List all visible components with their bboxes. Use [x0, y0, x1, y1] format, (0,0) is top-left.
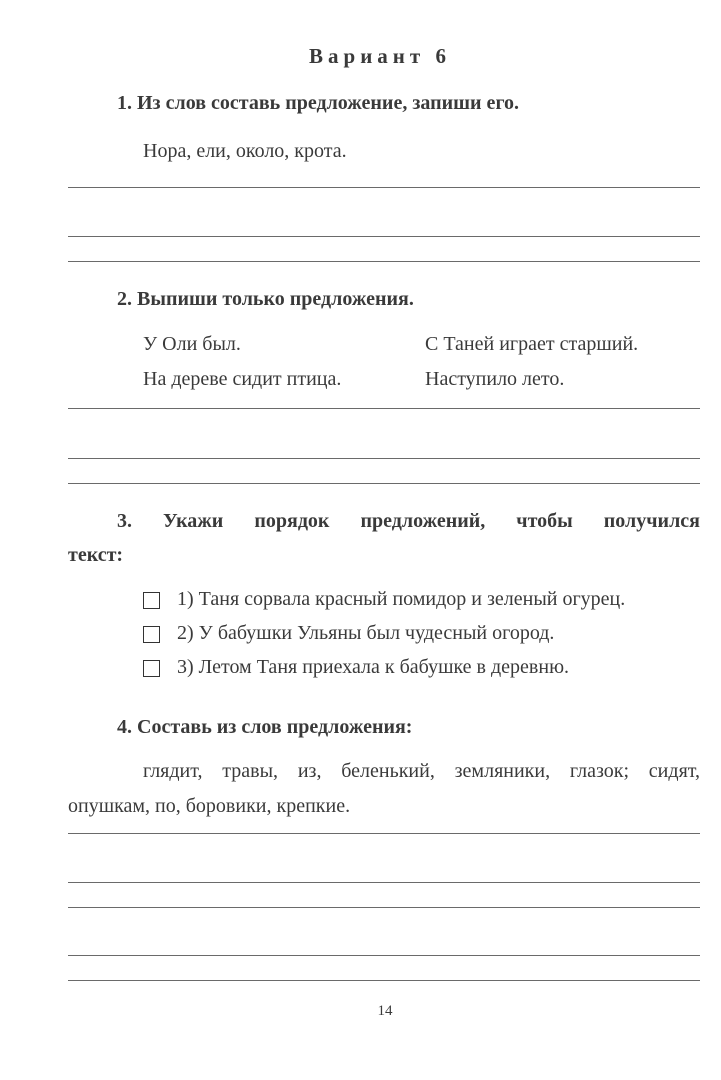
answer-line[interactable] — [68, 980, 700, 981]
task-3-heading: 3. Укажи порядок предложений, чтобы получился — [117, 510, 700, 532]
page-title: Вариант 6 — [309, 44, 451, 68]
answer-line[interactable] — [68, 907, 700, 908]
task-3-option: 2) У бабушки Ульяны был чудесный огород. — [177, 622, 555, 644]
task-4-words: глядит, травы, из, беленький, земляники, глазок; сидят, — [143, 760, 700, 782]
answer-line[interactable] — [68, 882, 700, 883]
task-1-heading: 1. Из слов составь предложение, запиши его. — [117, 92, 520, 114]
answer-line[interactable] — [68, 236, 700, 237]
task-2-item: С Таней играет старший. — [425, 333, 639, 355]
task-3-heading-continued: текст: — [68, 544, 124, 566]
answer-line[interactable] — [68, 833, 700, 834]
answer-line[interactable] — [68, 458, 700, 459]
answer-line[interactable] — [68, 483, 700, 484]
task-2-item: У Оли был. — [143, 333, 241, 355]
answer-line[interactable] — [68, 187, 700, 188]
task-4-heading: 4. Составь из слов предложения: — [117, 716, 413, 738]
order-checkbox[interactable] — [143, 592, 160, 609]
page-number: 14 — [377, 1003, 393, 1019]
task-2-heading: 2. Выпиши только предложения. — [117, 288, 414, 310]
task-2-item: Наступило лето. — [425, 368, 565, 390]
task-4-words-continued: опушкам, по, боровики, крепкие. — [68, 795, 351, 817]
order-checkbox[interactable] — [143, 660, 160, 677]
answer-line[interactable] — [68, 955, 700, 956]
answer-line[interactable] — [68, 261, 700, 262]
task-1-words: Нора, ели, около, крота. — [143, 140, 347, 162]
task-2-item: На дереве сидит птица. — [143, 368, 342, 390]
task-3-option: 3) Летом Таня приехала к бабушке в деревню. — [177, 656, 570, 678]
task-3-option: 1) Таня сорвала красный помидор и зеленый огурец. — [177, 588, 626, 610]
order-checkbox[interactable] — [143, 626, 160, 643]
answer-line[interactable] — [68, 408, 700, 409]
